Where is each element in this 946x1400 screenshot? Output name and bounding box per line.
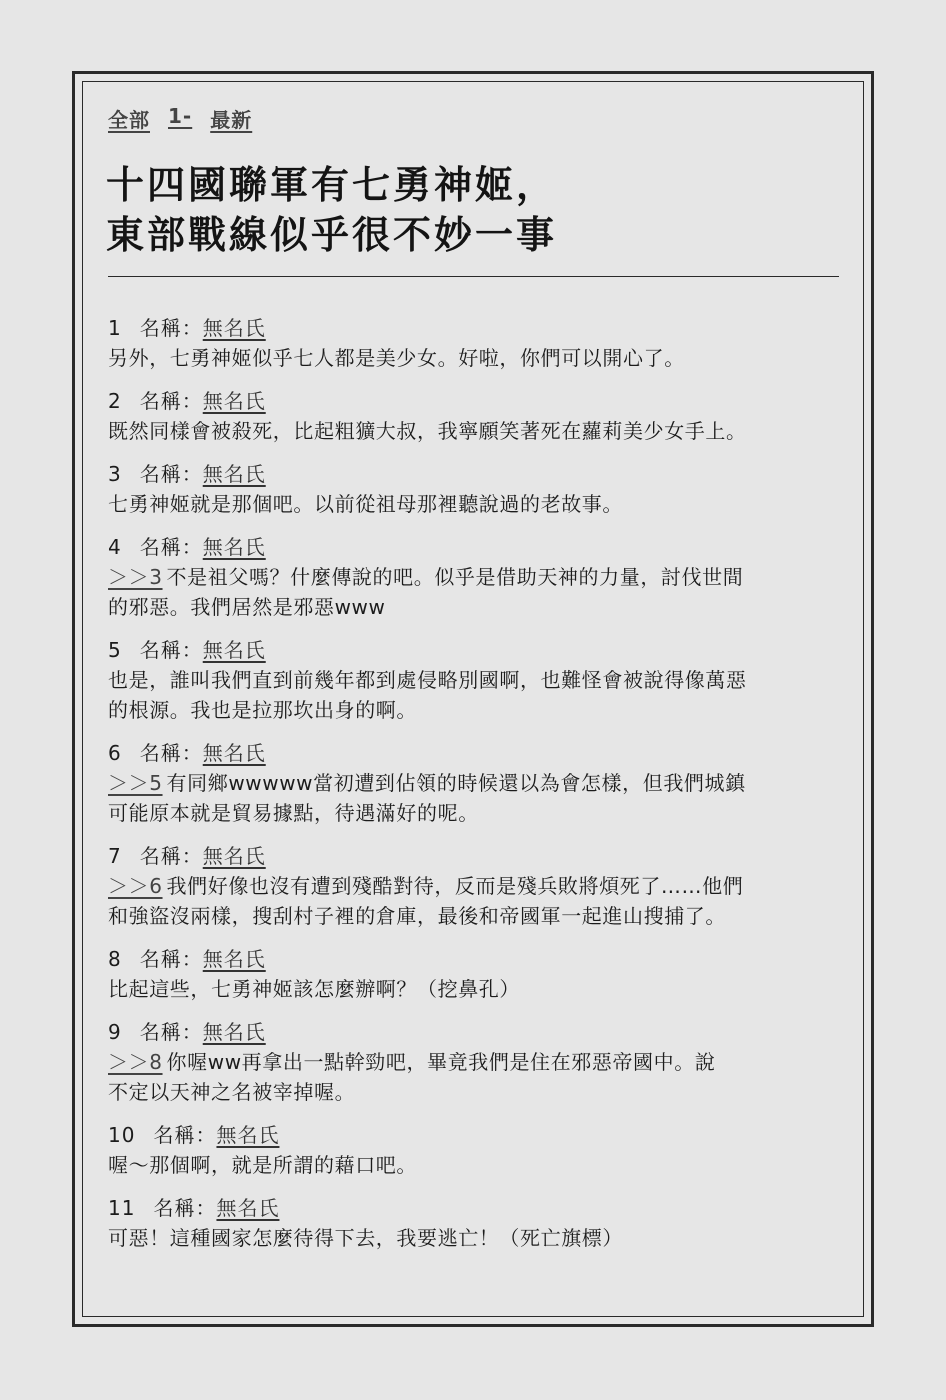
author-link[interactable]: 無名氏 <box>216 1196 280 1220</box>
post-number: 10 <box>108 1123 136 1147</box>
post-number: 6 <box>108 741 122 765</box>
author-link[interactable]: 無名氏 <box>202 316 266 340</box>
post-number: 8 <box>108 947 122 971</box>
name-label: 名稱： <box>153 1123 217 1147</box>
post-body-line: 也是，誰叫我們直到前幾年都到處侵略別國啊，也難怪會被說得像萬惡 <box>108 668 747 692</box>
post-body-line: 七勇神姬就是那個吧。以前從祖母那裡聽說過的老故事。 <box>108 492 623 516</box>
post-item <box>108 314 844 373</box>
post-body-line: 比起這些，七勇神姬該怎麼辦啊？（挖鼻孔） <box>108 977 520 1001</box>
thread-title <box>106 160 826 260</box>
post-body-line: ＞＞5 有同鄉wwwww當初遭到佔領的時候還以為會怎樣，但我們城鎮 <box>108 771 746 795</box>
post-number: 3 <box>108 462 122 486</box>
author-link[interactable]: 無名氏 <box>216 1123 280 1147</box>
author-link[interactable]: 無名氏 <box>202 389 266 413</box>
post-body-line: 可惡！這種國家怎麼待得下去，我要逃亡！（死亡旗標） <box>108 1226 623 1250</box>
author-link[interactable]: 無名氏 <box>202 1020 266 1044</box>
post-number: 9 <box>108 1020 122 1044</box>
post-header <box>108 1121 844 1150</box>
name-label: 名稱： <box>139 535 203 559</box>
post-header <box>108 314 844 343</box>
post-body-line: 不定以天神之名被宰掉喔。 <box>108 1080 356 1104</box>
thread-title-line-1: 十四國聯軍有七勇神姬， <box>106 163 558 207</box>
post-item <box>108 1121 844 1180</box>
post-item <box>108 636 844 725</box>
name-label: 名稱： <box>139 638 203 662</box>
reply-link[interactable]: ＞＞3 <box>108 565 163 589</box>
name-label: 名稱： <box>139 741 203 765</box>
thread-nav <box>108 104 252 133</box>
post-header <box>108 387 844 416</box>
nav-latest-link[interactable]: 最新 <box>210 108 253 132</box>
post-item <box>108 387 844 446</box>
name-label: 名稱： <box>139 462 203 486</box>
name-label: 名稱： <box>139 844 203 868</box>
post-header <box>108 945 844 974</box>
post-body-line: 的根源。我也是拉那坎出身的啊。 <box>108 698 417 722</box>
author-link[interactable]: 無名氏 <box>202 947 266 971</box>
post-body-line: 另外，七勇神姬似乎七人都是美少女。好啦，你們可以開心了。 <box>108 346 685 370</box>
reply-link[interactable]: ＞＞8 <box>108 1050 163 1074</box>
post-header <box>108 739 844 768</box>
nav-first-link[interactable]: 1- <box>168 104 193 128</box>
post-number: 1 <box>108 316 122 340</box>
thread-title-line-2: 東部戰線似乎很不妙一事 <box>106 213 558 257</box>
reply-link[interactable]: ＞＞6 <box>108 874 163 898</box>
post-number: 7 <box>108 844 122 868</box>
post-body-line: ＞＞8 你喔ww再拿出一點幹勁吧，畢竟我們是住在邪惡帝國中。說 <box>108 1050 716 1074</box>
post-body-line: 既然同樣會被殺死，比起粗獷大叔，我寧願笑著死在蘿莉美少女手上。 <box>108 419 747 443</box>
post-body-line: 和強盜沒兩樣，搜刮村子裡的倉庫，最後和帝國軍一起進山搜捕了。 <box>108 904 726 928</box>
post-number: 5 <box>108 638 122 662</box>
post-number: 4 <box>108 535 122 559</box>
post-header <box>108 460 844 489</box>
name-label: 名稱： <box>139 1020 203 1044</box>
name-label: 名稱： <box>139 947 203 971</box>
post-item <box>108 1018 844 1107</box>
author-link[interactable]: 無名氏 <box>202 535 266 559</box>
reply-link[interactable]: ＞＞5 <box>108 771 163 795</box>
post-header <box>108 842 844 871</box>
post-header <box>108 1194 844 1223</box>
post-body-line: 喔～那個啊，就是所謂的藉口吧。 <box>108 1153 417 1177</box>
post-item <box>108 533 844 622</box>
post-body-line: ＞＞3 不是祖父嗎？什麼傳說的吧。似乎是借助天神的力量，討伐世間 <box>108 565 744 589</box>
post-number: 11 <box>108 1196 136 1220</box>
author-link[interactable]: 無名氏 <box>202 741 266 765</box>
post-item <box>108 460 844 519</box>
post-list <box>108 314 844 1253</box>
post-item <box>108 1194 844 1253</box>
author-link[interactable]: 無名氏 <box>202 638 266 662</box>
post-header <box>108 1018 844 1047</box>
post-number: 2 <box>108 389 122 413</box>
title-divider <box>108 276 839 277</box>
post-item <box>108 842 844 931</box>
post-header <box>108 533 844 562</box>
name-label: 名稱： <box>153 1196 217 1220</box>
post-body-line: ＞＞6 我們好像也沒有遭到殘酷對待，反而是殘兵敗將煩死了……他們 <box>108 874 744 898</box>
nav-all-link[interactable]: 全部 <box>108 108 150 132</box>
post-header <box>108 636 844 665</box>
post-item <box>108 945 844 1004</box>
post-body-line: 的邪惡。我們居然是邪惡www <box>108 595 386 619</box>
name-label: 名稱： <box>139 316 203 340</box>
post-body-line: 可能原本就是貿易據點，待遇滿好的呢。 <box>108 801 479 825</box>
author-link[interactable]: 無名氏 <box>202 844 266 868</box>
name-label: 名稱： <box>139 389 203 413</box>
post-item <box>108 739 844 828</box>
author-link[interactable]: 無名氏 <box>202 462 266 486</box>
